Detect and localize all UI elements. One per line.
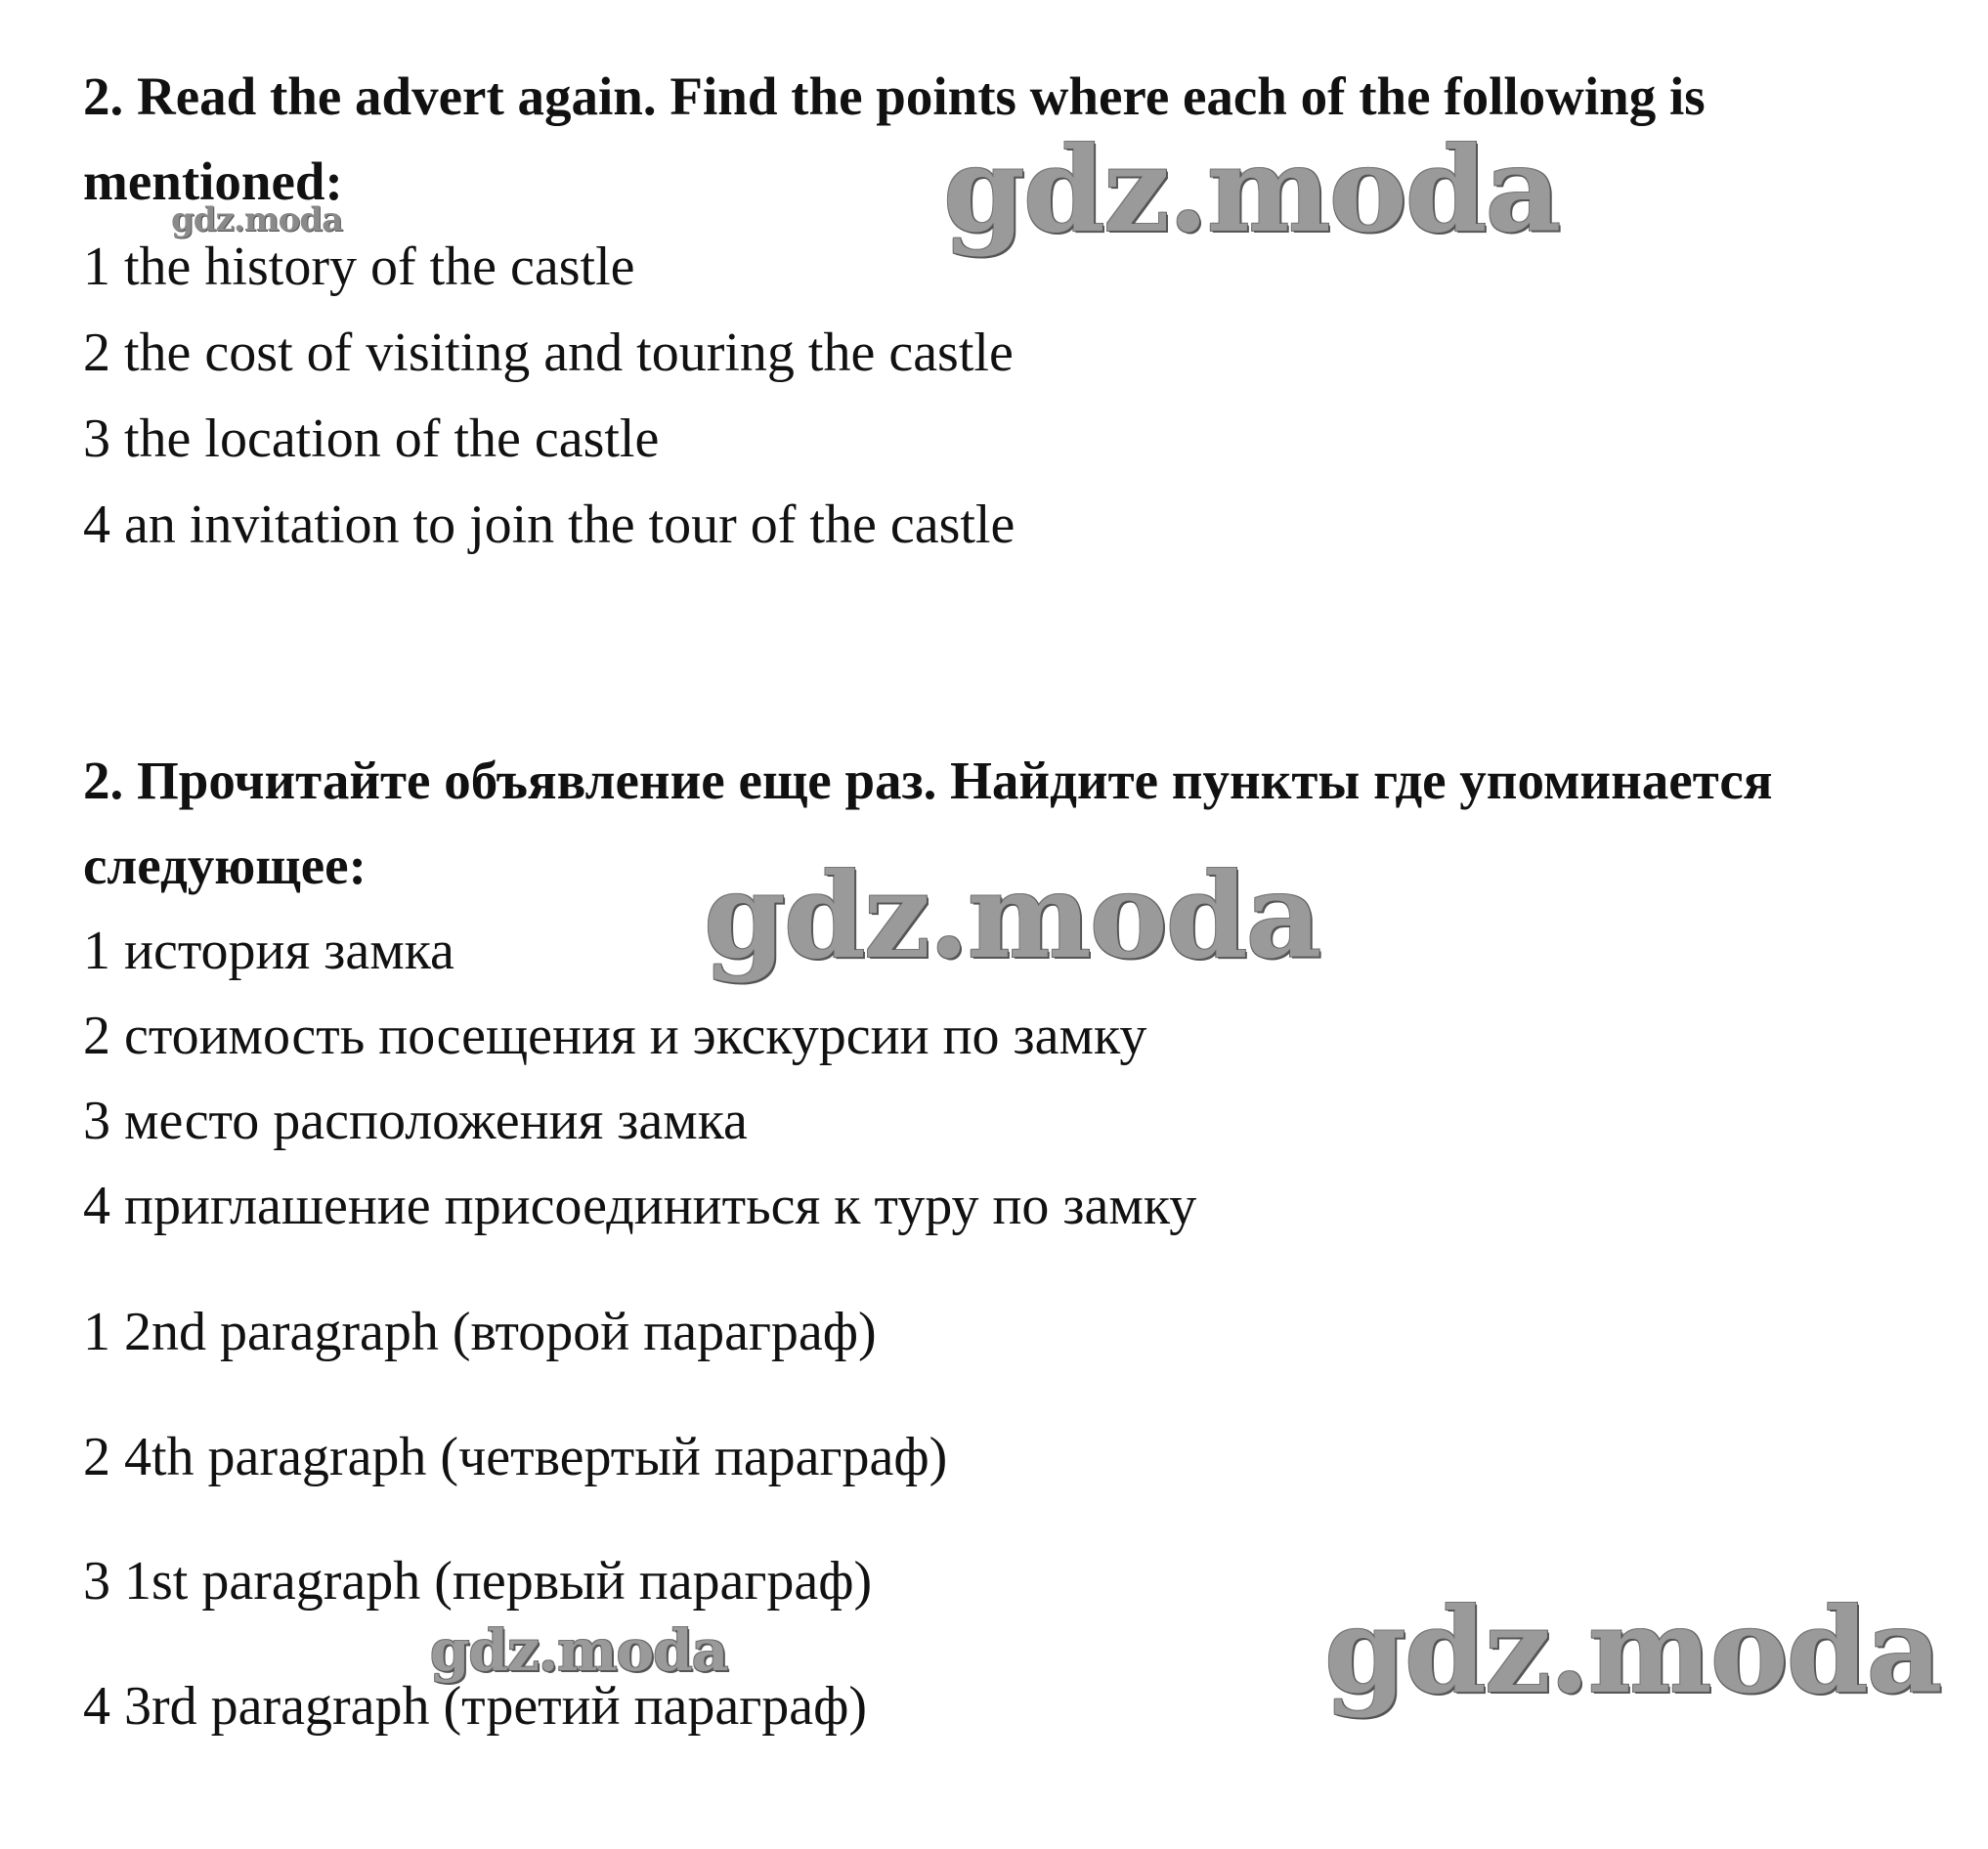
russian-task-item-2: 2 стоимость посещения и экскурсии по замку (83, 1006, 1147, 1066)
english-task-heading-line1: 2. Read the advert again. Find the points where each of the following is (83, 66, 1706, 126)
watermark-logo-middle: gdz.moda (704, 847, 1320, 985)
russian-task-item-4: 4 приглашение присоединиться к туру по замку (83, 1176, 1197, 1236)
watermark-logo-small: gdz.moda (171, 200, 343, 239)
english-task-item-1: 1 the history of the castle (83, 236, 635, 297)
watermark-logo-top: gdz.moda (943, 121, 1560, 259)
watermark-logo-bottom-right: gdz.moda (1324, 1582, 1941, 1720)
russian-task-item-1: 1 история замка (83, 921, 454, 981)
answer-1: 1 2nd paragraph (второй параграф) (83, 1302, 877, 1362)
watermark-logo-bottom-small: gdz.moda (430, 1617, 728, 1684)
english-task-item-3: 3 the location of the castle (83, 408, 660, 469)
russian-task-heading-line1: 2. Прочитайте объявление еще раз. Найдите пункты где упоминается (83, 751, 1773, 810)
russian-task-item-3: 3 место расположения замка (83, 1091, 748, 1151)
answer-3: 3 1st paragraph (первый параграф) (83, 1551, 873, 1612)
answer-2: 2 4th paragraph (четвертый параграф) (83, 1427, 948, 1487)
english-task-item-2: 2 the cost of visiting and touring the castle (83, 322, 1014, 383)
english-task-item-4: 4 an invitation to join the tour of the castle (83, 494, 1016, 555)
english-task-heading-line2: mentioned: (83, 151, 343, 211)
russian-task-heading-line2: следующее: (83, 836, 367, 895)
answer-4: 4 3rd paragraph (третий параграф) (83, 1676, 868, 1737)
